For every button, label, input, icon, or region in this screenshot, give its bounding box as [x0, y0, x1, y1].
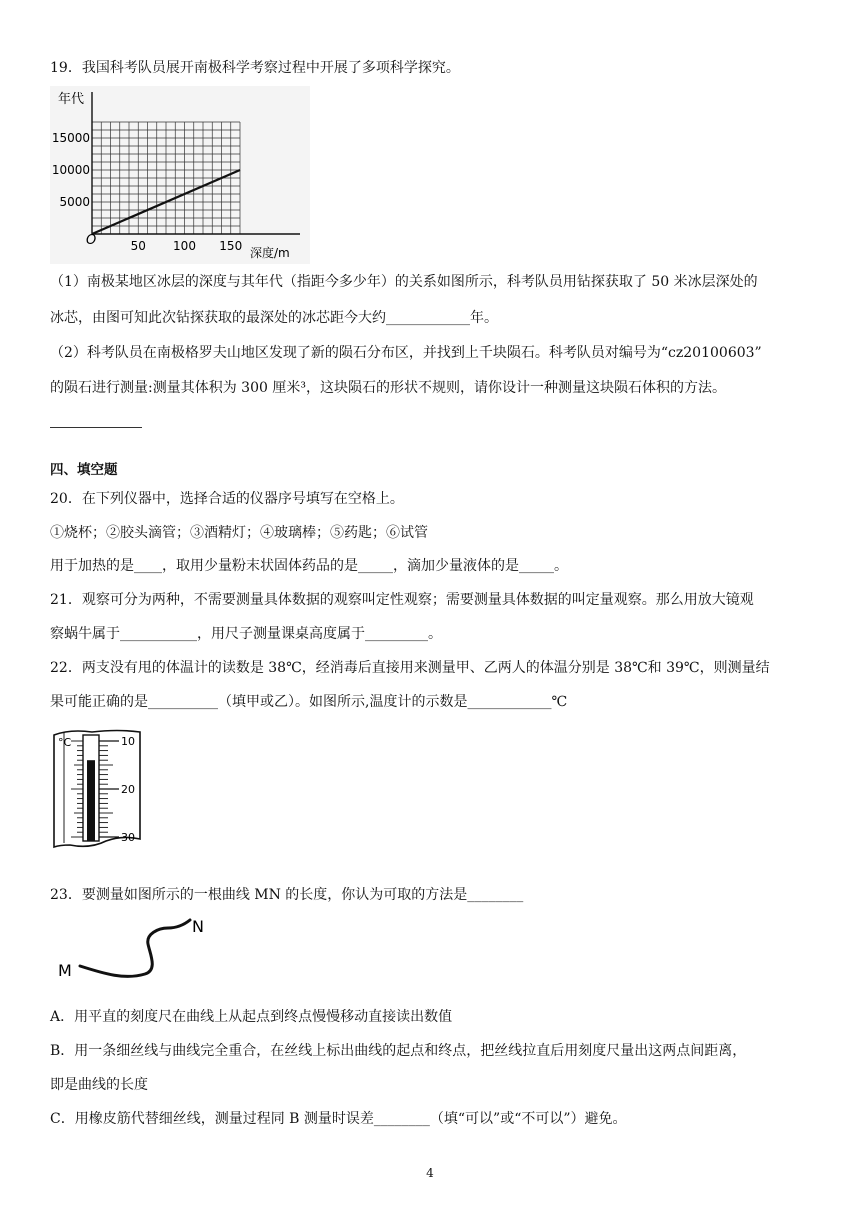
curve-mn-svg: [50, 912, 230, 984]
curve-label-m: M: [58, 961, 72, 980]
q19-part2-line2: 的陨石进行测量:测量其体积为 300 厘米³，这块陨石的形状不规则，请你设计一种测量这块陨石体积的方法。: [50, 380, 726, 396]
x-tick-label: 100: [173, 239, 196, 253]
x-tick-label: 150: [219, 239, 243, 253]
q20-options: ①烧杯；②胶头滴管；③酒精灯；④玻璃棒；⑤药匙；⑥试管: [50, 525, 428, 541]
ice-depth-chart: [50, 86, 310, 268]
q22-line2: 果可能正确的是__________（填甲或乙）。如图所示,温度计的示数是____________℃: [50, 694, 568, 710]
scale-tick-label: 10: [121, 735, 135, 748]
thermometer-svg: [50, 727, 150, 859]
scale-tick-label: 30: [121, 831, 135, 844]
section-title: 四、填空题: [50, 462, 118, 478]
q20-blanks: 用于加热的是____，取用少量粉末状固体药品的是_____，滴加少量液体的是_____。: [50, 558, 568, 574]
thermometer-figure: [50, 727, 150, 863]
q21-line2: 察蜗牛属于___________，用尺子测量课桌高度属于_________。: [50, 626, 442, 642]
q19-part1-line2: 冰芯，由图可知此次钻探获取的最深处的冰芯距今大约____________年。: [50, 310, 498, 326]
page-number: 4: [426, 1166, 434, 1180]
q21-line1: 21．观察可分为两种，不需要测量具体数据的观察叫定性观察；需要测量具体数据的叫定量观察。那么用放大镜观: [50, 592, 754, 608]
q19-stem: 19．我国科考队员展开南极科学考察过程中开展了多项科学探究。: [50, 60, 460, 76]
q23-option-b-line1: B．用一条细丝线与曲线完全重合，在丝线上标出曲线的起点和终点，把丝线拉直后用刻度尺量出这两点间距离，: [50, 1043, 747, 1059]
y-tick-label: 5000: [59, 195, 90, 209]
curve-mn-figure: [50, 912, 230, 988]
y-axis-label: 年代: [58, 92, 85, 107]
q22-line1: 22．两支没有甩的体温计的读数是 38℃，经消毒后直接用来测量甲、乙两人的体温分别是 38℃和 39℃，则测量结: [50, 660, 770, 676]
q19-part1-line1: （1）南极某地区冰层的深度与其年代（指距今多少年）的关系如图所示，科考队员用钻探获取了 50 米冰层深处的: [50, 274, 758, 290]
q23-option-b-line2: 即是曲线的长度: [50, 1077, 148, 1093]
ice-depth-chart-svg: [50, 86, 310, 264]
mercury-column: [87, 760, 95, 841]
q19-part2-line1: （2）科考队员在南极格罗夫山地区发现了新的陨石分布区，并找到上千块陨石。科考队员对编号为“cz20100603”: [50, 345, 762, 361]
curve-mn: [80, 920, 190, 976]
q23-option-a: A．用平直的刻度尺在曲线上从起点到终点慢慢移动直接读出数值: [50, 1009, 453, 1025]
curve-label-n: N: [192, 917, 204, 936]
q20-stem: 20．在下列仪器中，选择合适的仪器序号填写在空格上。: [50, 491, 404, 507]
y-tick-label: 10000: [51, 163, 90, 177]
q23-stem: 23．要测量如图所示的一根曲线 MN 的长度，你认为可取的方法是________: [50, 887, 524, 903]
x-tick-label: 50: [130, 239, 146, 253]
q23-option-c: C．用橡皮筋代替细丝线，测量过程同 B 测量时误差________（填“可以”或“不可以”）避免。: [50, 1111, 627, 1127]
scale-tick-label: 20: [121, 783, 135, 796]
y-tick-label: 15000: [51, 131, 90, 145]
answer-blank-line: [50, 427, 142, 428]
x-axis-label: 深度/m: [250, 246, 290, 260]
temperature-unit-label: °C: [58, 736, 72, 749]
origin-label: O: [86, 233, 97, 248]
